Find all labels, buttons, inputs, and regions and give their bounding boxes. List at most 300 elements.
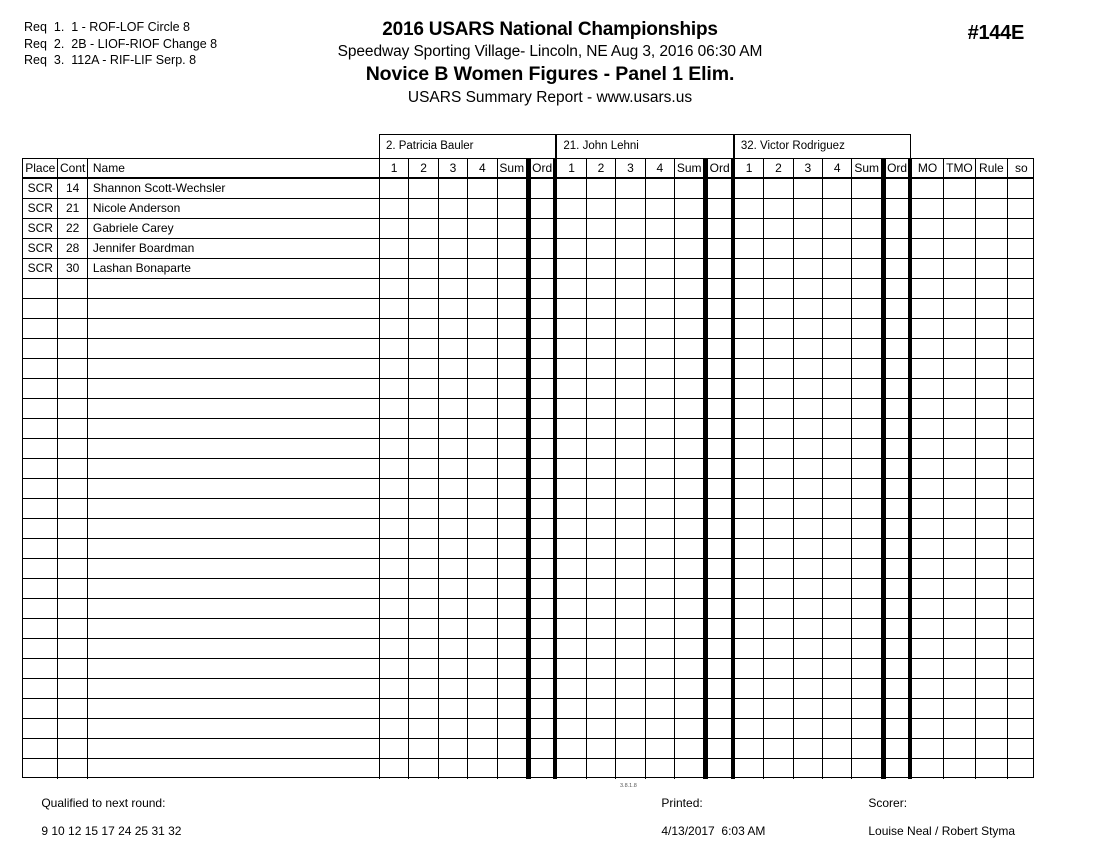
cell-judge1-1[interactable] <box>380 379 409 398</box>
cell-judge2-ord[interactable] <box>704 699 734 718</box>
cell-judge3-2[interactable] <box>764 199 793 218</box>
cell-cont[interactable]: 22 <box>58 219 87 238</box>
cell-judge2-1[interactable] <box>557 259 586 278</box>
cell-so[interactable] <box>1008 399 1035 418</box>
cell-mo[interactable] <box>912 519 943 538</box>
cell-cont[interactable] <box>58 539 87 558</box>
cell-judge3-3[interactable] <box>794 479 823 498</box>
cell-judge2-4[interactable] <box>646 539 675 558</box>
cell-judge1-sum[interactable] <box>498 359 527 378</box>
cell-judge1-3[interactable] <box>439 479 468 498</box>
cell-judge2-sum[interactable] <box>675 539 704 558</box>
cell-judge3-4[interactable] <box>823 719 852 738</box>
cell-so[interactable] <box>1008 539 1035 558</box>
cell-judge3-3[interactable] <box>794 259 823 278</box>
cell-judge2-4[interactable] <box>646 699 675 718</box>
cell-judge1-ord[interactable] <box>527 699 557 718</box>
cell-judge2-1[interactable] <box>557 739 586 758</box>
cell-judge2-3[interactable] <box>616 259 645 278</box>
cell-judge2-1[interactable] <box>557 239 586 258</box>
cell-judge3-4[interactable] <box>823 319 852 338</box>
cell-judge1-ord[interactable] <box>527 179 557 198</box>
cell-place[interactable] <box>23 419 58 438</box>
cell-judge2-4[interactable] <box>646 259 675 278</box>
cell-judge1-3[interactable] <box>439 759 468 779</box>
cell-cont[interactable] <box>58 759 87 779</box>
cell-judge1-3[interactable] <box>439 319 468 338</box>
cell-judge2-4[interactable] <box>646 399 675 418</box>
cell-judge2-2[interactable] <box>587 679 616 698</box>
cell-judge2-sum[interactable] <box>675 579 704 598</box>
cell-judge2-2[interactable] <box>587 759 616 779</box>
cell-judge2-ord[interactable] <box>704 599 734 618</box>
cell-judge1-3[interactable] <box>439 699 468 718</box>
cell-tmo[interactable] <box>944 259 976 278</box>
cell-place[interactable] <box>23 619 58 638</box>
cell-judge3-2[interactable] <box>764 439 793 458</box>
cell-judge2-2[interactable] <box>587 739 616 758</box>
table-row[interactable] <box>23 599 1033 619</box>
cell-judge1-2[interactable] <box>409 359 438 378</box>
cell-name[interactable] <box>88 739 380 758</box>
cell-judge1-ord[interactable] <box>527 279 557 298</box>
cell-judge3-sum[interactable] <box>852 759 881 779</box>
cell-judge2-3[interactable] <box>616 459 645 478</box>
cell-judge1-4[interactable] <box>468 659 497 678</box>
cell-judge1-sum[interactable] <box>498 279 527 298</box>
cell-judge3-3[interactable] <box>794 419 823 438</box>
cell-judge1-sum[interactable] <box>498 639 527 658</box>
cell-judge2-3[interactable] <box>616 699 645 718</box>
cell-judge1-3[interactable] <box>439 579 468 598</box>
cell-judge1-3[interactable] <box>439 259 468 278</box>
cell-judge2-ord[interactable] <box>704 619 734 638</box>
cell-rule[interactable] <box>976 679 1007 698</box>
cell-judge2-1[interactable] <box>557 459 586 478</box>
cell-judge3-4[interactable] <box>823 439 852 458</box>
cell-mo[interactable] <box>912 739 943 758</box>
cell-judge3-ord[interactable] <box>882 519 912 538</box>
cell-name[interactable]: Nicole Anderson <box>88 199 380 218</box>
cell-tmo[interactable] <box>944 399 976 418</box>
cell-so[interactable] <box>1008 699 1035 718</box>
cell-mo[interactable] <box>912 759 943 779</box>
cell-mo[interactable] <box>912 599 943 618</box>
cell-judge3-2[interactable] <box>764 219 793 238</box>
cell-judge2-2[interactable] <box>587 499 616 518</box>
cell-judge3-3[interactable] <box>794 659 823 678</box>
cell-name[interactable] <box>88 639 380 658</box>
cell-judge3-ord[interactable] <box>882 359 912 378</box>
cell-name[interactable] <box>88 539 380 558</box>
cell-judge2-ord[interactable] <box>704 319 734 338</box>
cell-judge1-3[interactable] <box>439 599 468 618</box>
cell-judge2-4[interactable] <box>646 719 675 738</box>
cell-judge1-2[interactable] <box>409 679 438 698</box>
cell-judge3-ord[interactable] <box>882 759 912 779</box>
cell-judge2-4[interactable] <box>646 179 675 198</box>
cell-judge1-1[interactable] <box>380 479 409 498</box>
cell-rule[interactable] <box>976 419 1007 438</box>
cell-judge3-ord[interactable] <box>882 279 912 298</box>
cell-mo[interactable] <box>912 539 943 558</box>
cell-judge3-1[interactable] <box>735 539 764 558</box>
cell-name[interactable] <box>88 439 380 458</box>
cell-name[interactable] <box>88 559 380 578</box>
cell-judge3-1[interactable] <box>735 739 764 758</box>
cell-judge1-4[interactable] <box>468 459 497 478</box>
cell-so[interactable] <box>1008 559 1035 578</box>
cell-tmo[interactable] <box>944 199 976 218</box>
cell-place[interactable] <box>23 579 58 598</box>
cell-judge1-2[interactable] <box>409 519 438 538</box>
cell-judge3-sum[interactable] <box>852 499 881 518</box>
cell-judge3-ord[interactable] <box>882 739 912 758</box>
cell-judge1-4[interactable] <box>468 339 497 358</box>
cell-judge2-sum[interactable] <box>675 699 704 718</box>
cell-mo[interactable] <box>912 459 943 478</box>
table-row[interactable] <box>23 699 1033 719</box>
table-row[interactable] <box>23 339 1033 359</box>
cell-mo[interactable] <box>912 419 943 438</box>
cell-judge2-1[interactable] <box>557 699 586 718</box>
cell-judge1-1[interactable] <box>380 299 409 318</box>
cell-judge2-2[interactable] <box>587 399 616 418</box>
cell-place[interactable] <box>23 359 58 378</box>
cell-judge2-1[interactable] <box>557 679 586 698</box>
cell-judge3-sum[interactable] <box>852 559 881 578</box>
cell-judge2-1[interactable] <box>557 319 586 338</box>
cell-rule[interactable] <box>976 239 1007 258</box>
cell-judge3-ord[interactable] <box>882 679 912 698</box>
cell-judge3-2[interactable] <box>764 299 793 318</box>
cell-judge1-1[interactable] <box>380 639 409 658</box>
cell-name[interactable] <box>88 479 380 498</box>
table-row[interactable] <box>23 719 1033 739</box>
cell-judge3-ord[interactable] <box>882 419 912 438</box>
cell-judge3-1[interactable] <box>735 179 764 198</box>
cell-judge3-1[interactable] <box>735 379 764 398</box>
cell-judge2-1[interactable] <box>557 719 586 738</box>
cell-so[interactable] <box>1008 479 1035 498</box>
cell-tmo[interactable] <box>944 419 976 438</box>
cell-judge2-1[interactable] <box>557 339 586 358</box>
cell-judge1-2[interactable] <box>409 639 438 658</box>
cell-tmo[interactable] <box>944 379 976 398</box>
cell-tmo[interactable] <box>944 519 976 538</box>
cell-judge1-1[interactable] <box>380 279 409 298</box>
cell-judge3-4[interactable] <box>823 499 852 518</box>
cell-judge2-4[interactable] <box>646 639 675 658</box>
cell-judge1-4[interactable] <box>468 639 497 658</box>
cell-tmo[interactable] <box>944 479 976 498</box>
cell-judge3-ord[interactable] <box>882 379 912 398</box>
cell-judge3-2[interactable] <box>764 619 793 638</box>
cell-so[interactable] <box>1008 739 1035 758</box>
cell-judge1-4[interactable] <box>468 759 497 779</box>
cell-judge3-sum[interactable] <box>852 619 881 638</box>
cell-judge2-sum[interactable] <box>675 279 704 298</box>
cell-judge3-1[interactable] <box>735 559 764 578</box>
cell-judge2-ord[interactable] <box>704 659 734 678</box>
cell-judge1-3[interactable] <box>439 419 468 438</box>
cell-judge2-ord[interactable] <box>704 499 734 518</box>
cell-judge1-sum[interactable] <box>498 219 527 238</box>
cell-name[interactable] <box>88 379 380 398</box>
cell-judge3-3[interactable] <box>794 319 823 338</box>
cell-judge1-1[interactable] <box>380 619 409 638</box>
cell-tmo[interactable] <box>944 179 976 198</box>
cell-judge2-2[interactable] <box>587 299 616 318</box>
cell-judge2-sum[interactable] <box>675 219 704 238</box>
cell-judge1-1[interactable] <box>380 579 409 598</box>
cell-judge3-3[interactable] <box>794 199 823 218</box>
cell-judge1-4[interactable] <box>468 179 497 198</box>
cell-rule[interactable] <box>976 199 1007 218</box>
cell-judge1-2[interactable] <box>409 299 438 318</box>
cell-judge3-sum[interactable] <box>852 319 881 338</box>
cell-judge3-sum[interactable] <box>852 399 881 418</box>
cell-place[interactable] <box>23 759 58 779</box>
cell-judge2-2[interactable] <box>587 599 616 618</box>
cell-judge2-ord[interactable] <box>704 519 734 538</box>
cell-tmo[interactable] <box>944 599 976 618</box>
cell-judge1-4[interactable] <box>468 599 497 618</box>
cell-judge3-3[interactable] <box>794 499 823 518</box>
cell-judge2-4[interactable] <box>646 619 675 638</box>
cell-judge1-2[interactable] <box>409 759 438 779</box>
cell-judge3-1[interactable] <box>735 499 764 518</box>
cell-judge2-sum[interactable] <box>675 179 704 198</box>
cell-judge2-3[interactable] <box>616 719 645 738</box>
cell-judge2-sum[interactable] <box>675 239 704 258</box>
table-row[interactable] <box>23 299 1033 319</box>
cell-judge2-3[interactable] <box>616 639 645 658</box>
cell-judge3-2[interactable] <box>764 399 793 418</box>
cell-judge1-2[interactable] <box>409 219 438 238</box>
cell-judge1-1[interactable] <box>380 239 409 258</box>
cell-judge1-2[interactable] <box>409 199 438 218</box>
cell-cont[interactable] <box>58 359 87 378</box>
cell-judge1-2[interactable] <box>409 459 438 478</box>
cell-judge3-1[interactable] <box>735 479 764 498</box>
cell-place[interactable] <box>23 499 58 518</box>
cell-judge3-4[interactable] <box>823 699 852 718</box>
cell-judge2-sum[interactable] <box>675 659 704 678</box>
cell-judge3-sum[interactable] <box>852 279 881 298</box>
cell-judge1-4[interactable] <box>468 579 497 598</box>
cell-so[interactable] <box>1008 199 1035 218</box>
cell-judge3-3[interactable] <box>794 519 823 538</box>
cell-judge2-4[interactable] <box>646 739 675 758</box>
cell-judge3-ord[interactable] <box>882 439 912 458</box>
cell-judge3-4[interactable] <box>823 559 852 578</box>
cell-judge3-3[interactable] <box>794 359 823 378</box>
cell-judge3-sum[interactable] <box>852 579 881 598</box>
cell-place[interactable]: SCR <box>23 219 58 238</box>
cell-judge1-3[interactable] <box>439 459 468 478</box>
cell-judge3-1[interactable] <box>735 359 764 378</box>
cell-judge2-1[interactable] <box>557 619 586 638</box>
cell-judge2-sum[interactable] <box>675 759 704 779</box>
cell-judge1-3[interactable] <box>439 719 468 738</box>
cell-tmo[interactable] <box>944 339 976 358</box>
cell-judge3-4[interactable] <box>823 239 852 258</box>
cell-so[interactable] <box>1008 519 1035 538</box>
cell-judge3-2[interactable] <box>764 699 793 718</box>
table-row[interactable] <box>23 479 1033 499</box>
cell-judge2-3[interactable] <box>616 559 645 578</box>
cell-so[interactable] <box>1008 719 1035 738</box>
cell-judge2-4[interactable] <box>646 299 675 318</box>
cell-judge1-3[interactable] <box>439 679 468 698</box>
cell-judge1-sum[interactable] <box>498 719 527 738</box>
cell-judge2-1[interactable] <box>557 579 586 598</box>
cell-cont[interactable] <box>58 299 87 318</box>
cell-judge2-3[interactable] <box>616 379 645 398</box>
cell-judge3-ord[interactable] <box>882 479 912 498</box>
cell-judge3-2[interactable] <box>764 739 793 758</box>
cell-judge2-ord[interactable] <box>704 399 734 418</box>
cell-judge2-sum[interactable] <box>675 259 704 278</box>
cell-judge3-2[interactable] <box>764 259 793 278</box>
cell-place[interactable] <box>23 519 58 538</box>
cell-judge2-4[interactable] <box>646 419 675 438</box>
cell-mo[interactable] <box>912 299 943 318</box>
cell-mo[interactable] <box>912 339 943 358</box>
cell-tmo[interactable] <box>944 459 976 478</box>
cell-judge3-2[interactable] <box>764 359 793 378</box>
cell-judge3-2[interactable] <box>764 639 793 658</box>
cell-so[interactable] <box>1008 319 1035 338</box>
cell-rule[interactable] <box>976 339 1007 358</box>
cell-judge3-3[interactable] <box>794 339 823 358</box>
cell-cont[interactable] <box>58 619 87 638</box>
cell-judge3-sum[interactable] <box>852 439 881 458</box>
cell-judge1-2[interactable] <box>409 499 438 518</box>
cell-judge3-1[interactable] <box>735 579 764 598</box>
cell-cont[interactable] <box>58 419 87 438</box>
cell-judge1-1[interactable] <box>380 459 409 478</box>
cell-mo[interactable] <box>912 659 943 678</box>
cell-judge1-ord[interactable] <box>527 319 557 338</box>
cell-rule[interactable] <box>976 279 1007 298</box>
cell-rule[interactable] <box>976 179 1007 198</box>
cell-so[interactable] <box>1008 179 1035 198</box>
cell-judge1-4[interactable] <box>468 499 497 518</box>
cell-judge3-ord[interactable] <box>882 319 912 338</box>
cell-judge3-sum[interactable] <box>852 219 881 238</box>
cell-judge1-ord[interactable] <box>527 619 557 638</box>
cell-judge2-1[interactable] <box>557 639 586 658</box>
cell-judge1-ord[interactable] <box>527 339 557 358</box>
cell-judge1-sum[interactable] <box>498 319 527 338</box>
cell-judge3-ord[interactable] <box>882 659 912 678</box>
cell-judge2-ord[interactable] <box>704 559 734 578</box>
cell-judge2-2[interactable] <box>587 579 616 598</box>
cell-judge1-sum[interactable] <box>498 599 527 618</box>
cell-judge3-1[interactable] <box>735 299 764 318</box>
cell-judge2-sum[interactable] <box>675 339 704 358</box>
cell-so[interactable] <box>1008 499 1035 518</box>
cell-name[interactable] <box>88 699 380 718</box>
cell-tmo[interactable] <box>944 719 976 738</box>
cell-judge2-1[interactable] <box>557 499 586 518</box>
cell-judge3-1[interactable] <box>735 319 764 338</box>
cell-place[interactable] <box>23 459 58 478</box>
cell-judge1-sum[interactable] <box>498 619 527 638</box>
cell-judge3-sum[interactable] <box>852 179 881 198</box>
cell-judge3-3[interactable] <box>794 619 823 638</box>
cell-judge3-4[interactable] <box>823 399 852 418</box>
cell-place[interactable] <box>23 339 58 358</box>
cell-cont[interactable] <box>58 739 87 758</box>
cell-judge2-2[interactable] <box>587 519 616 538</box>
cell-judge2-1[interactable] <box>557 759 586 779</box>
cell-judge3-4[interactable] <box>823 619 852 638</box>
cell-judge2-4[interactable] <box>646 679 675 698</box>
cell-judge1-4[interactable] <box>468 219 497 238</box>
cell-judge1-4[interactable] <box>468 719 497 738</box>
cell-judge1-ord[interactable] <box>527 379 557 398</box>
cell-judge1-2[interactable] <box>409 279 438 298</box>
cell-judge1-sum[interactable] <box>498 699 527 718</box>
cell-judge1-4[interactable] <box>468 479 497 498</box>
cell-judge2-3[interactable] <box>616 299 645 318</box>
cell-tmo[interactable] <box>944 319 976 338</box>
cell-judge3-1[interactable] <box>735 759 764 779</box>
cell-judge3-4[interactable] <box>823 599 852 618</box>
cell-judge1-ord[interactable] <box>527 479 557 498</box>
table-row[interactable] <box>23 679 1033 699</box>
cell-judge1-sum[interactable] <box>498 539 527 558</box>
cell-judge3-4[interactable] <box>823 299 852 318</box>
cell-judge3-4[interactable] <box>823 279 852 298</box>
cell-judge3-sum[interactable] <box>852 719 881 738</box>
cell-judge1-2[interactable] <box>409 599 438 618</box>
cell-rule[interactable] <box>976 459 1007 478</box>
cell-judge2-sum[interactable] <box>675 559 704 578</box>
cell-judge3-2[interactable] <box>764 679 793 698</box>
cell-cont[interactable] <box>58 599 87 618</box>
cell-name[interactable] <box>88 599 380 618</box>
cell-tmo[interactable] <box>944 739 976 758</box>
cell-cont[interactable] <box>58 679 87 698</box>
cell-judge1-ord[interactable] <box>527 599 557 618</box>
cell-cont[interactable] <box>58 459 87 478</box>
cell-rule[interactable] <box>976 319 1007 338</box>
cell-place[interactable] <box>23 299 58 318</box>
cell-rule[interactable] <box>976 219 1007 238</box>
cell-judge2-sum[interactable] <box>675 499 704 518</box>
cell-judge2-ord[interactable] <box>704 539 734 558</box>
cell-judge3-sum[interactable] <box>852 639 881 658</box>
cell-judge3-ord[interactable] <box>882 719 912 738</box>
cell-judge2-ord[interactable] <box>704 379 734 398</box>
cell-rule[interactable] <box>976 399 1007 418</box>
cell-judge2-ord[interactable] <box>704 359 734 378</box>
cell-judge2-4[interactable] <box>646 499 675 518</box>
cell-judge1-ord[interactable] <box>527 459 557 478</box>
cell-judge3-3[interactable] <box>794 179 823 198</box>
cell-judge3-4[interactable] <box>823 339 852 358</box>
cell-judge2-2[interactable] <box>587 459 616 478</box>
cell-judge2-2[interactable] <box>587 419 616 438</box>
cell-name[interactable] <box>88 339 380 358</box>
cell-judge1-sum[interactable] <box>498 519 527 538</box>
cell-judge3-4[interactable] <box>823 199 852 218</box>
table-row[interactable] <box>23 419 1033 439</box>
